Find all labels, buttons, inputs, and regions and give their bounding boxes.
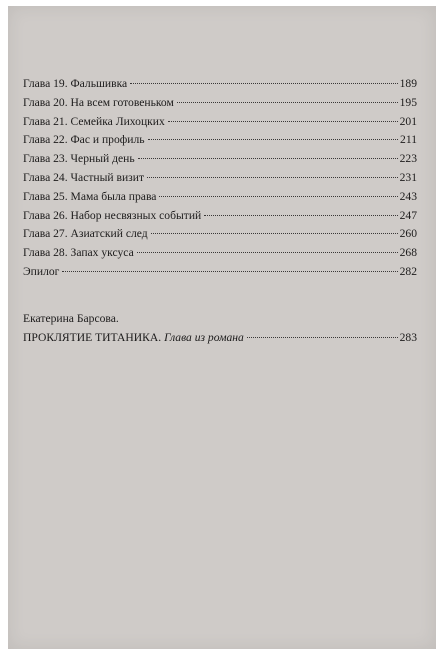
- book-page: [8, 6, 436, 649]
- toc-entry-title: Глава 24. Частный визит: [23, 170, 145, 184]
- bonus-title: ПРОКЛЯТИЕ ТИТАНИКА.: [23, 331, 162, 344]
- toc-dot-leader: [159, 196, 397, 197]
- toc-entry-page: 201: [399, 114, 417, 128]
- toc-dot-leader: [147, 177, 398, 178]
- toc-entry: [23, 265, 417, 284]
- toc-dot-leader: [151, 233, 398, 234]
- toc-entry-page: 189: [399, 77, 417, 90]
- toc-dot-leader: [138, 158, 398, 159]
- toc-entry-page: 282: [399, 264, 417, 278]
- toc-entry: [23, 190, 417, 209]
- bonus-subtitle: Глава из романа: [164, 331, 244, 344]
- toc-dot-leader: [148, 139, 398, 140]
- toc-entry-page: 223: [399, 152, 417, 166]
- toc-entry-title: Глава 27. Азиатский след: [23, 227, 148, 241]
- toc-entry-title: Глава 19. Фальшивка: [23, 77, 128, 90]
- toc-entry: [23, 115, 417, 134]
- toc-dot-leader: [177, 102, 398, 103]
- bonus-entry: [23, 331, 417, 350]
- toc-entry-page: 211: [400, 133, 417, 147]
- toc-entry-title: Эпилог: [23, 264, 60, 278]
- toc-entry: [23, 227, 417, 246]
- toc-entry-title: Глава 20. На всем готовеньком: [23, 95, 174, 109]
- toc-entry-page: 231: [399, 170, 417, 184]
- toc-entry: [23, 133, 417, 152]
- toc-dot-leader: [204, 215, 397, 216]
- toc-entry: [23, 152, 417, 171]
- toc-entry: [23, 96, 417, 115]
- bonus-entry-page: 283: [399, 331, 417, 344]
- toc-entry-title: Глава 21. Семейка Лихоцких: [23, 114, 165, 128]
- table-of-contents: [23, 77, 417, 284]
- toc-entry-page: 247: [399, 208, 417, 222]
- toc-entry: [23, 246, 417, 265]
- toc-entry-title: Глава 22. Фас и профиль: [23, 133, 145, 147]
- toc-entry: [23, 171, 417, 190]
- toc-entry-title: Глава 26. Набор несвязных событий: [23, 208, 202, 222]
- toc-entry-page: 195: [399, 95, 417, 109]
- toc-dot-leader: [168, 121, 398, 122]
- toc-dot-leader: [62, 271, 397, 272]
- toc-entry: [23, 77, 417, 96]
- toc-entry-page: 260: [399, 227, 417, 241]
- toc-entry-title: Глава 28. Запах уксуса: [23, 246, 134, 260]
- toc-dot-leader: [130, 83, 397, 84]
- bonus-section: [23, 312, 417, 350]
- toc-entry-title: Глава 23. Черный день: [23, 152, 135, 166]
- toc-entry: [23, 209, 417, 228]
- toc-entry-title: Глава 25. Мама была права: [23, 189, 157, 203]
- author-name: Екатерина Барсова.: [23, 312, 119, 325]
- toc-entry-page: 243: [399, 189, 417, 203]
- toc-dot-leader: [247, 337, 398, 338]
- toc-dot-leader: [137, 252, 398, 253]
- bonus-entry-title: [23, 331, 244, 344]
- toc-entry-page: 268: [399, 246, 417, 260]
